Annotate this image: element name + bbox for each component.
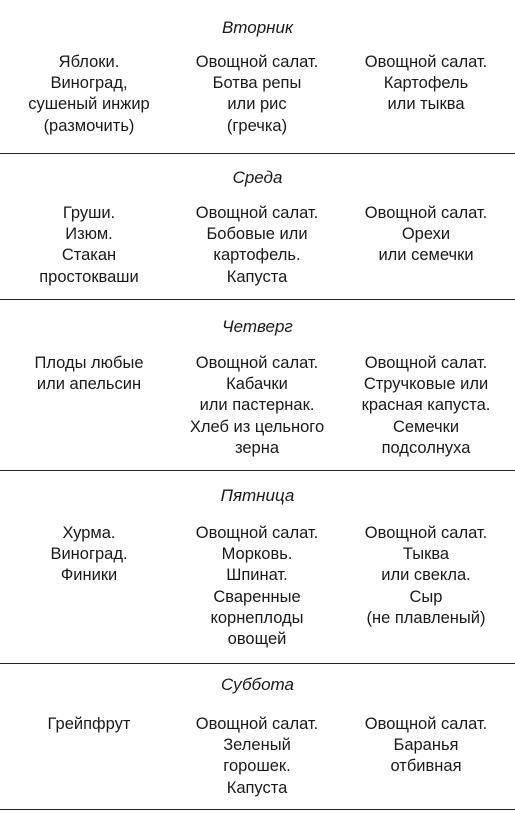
saturday-breakfast-cell — [4, 714, 174, 735]
cell-line: отбивная — [390, 757, 462, 776]
wednesday-breakfast-cell — [4, 203, 174, 288]
divider — [0, 809, 515, 810]
cell-line: Овощной салат. — [195, 354, 319, 372]
cell-line: зерна — [234, 438, 280, 457]
cell-line: Овощной салат. — [195, 204, 319, 222]
cell-line: Зеленый — [223, 736, 291, 755]
cell-line: Овощной салат. — [364, 715, 488, 733]
cell-line: Кабачки — [226, 375, 288, 394]
cell-line: Бобовые или — [206, 225, 308, 244]
cell-line: Капуста — [226, 267, 288, 286]
tuesday-lunch-cell — [172, 52, 342, 137]
cell-line: Грейпфрут — [47, 715, 131, 733]
thursday-lunch-cell — [172, 353, 342, 459]
tuesday-breakfast-cell — [4, 52, 174, 137]
friday-breakfast-cell — [4, 523, 174, 587]
day-title-saturday: Суббота — [221, 675, 294, 694]
cell-line: Орехи — [401, 225, 451, 244]
cell-line: Финики — [60, 566, 118, 585]
saturday-lunch-cell — [172, 714, 342, 799]
cell-line: (не плавленый) — [366, 608, 486, 627]
cell-line: Капуста — [226, 778, 288, 797]
cell-line: Изюм. — [65, 225, 113, 244]
saturday-dinner-cell — [341, 714, 511, 778]
cell-line: Хлеб из цельного — [189, 417, 325, 436]
cell-line: подсолнуха — [381, 438, 471, 457]
cell-line: Виноград, — [50, 74, 128, 93]
divider — [0, 470, 515, 471]
cell-line: Шпинат. — [226, 566, 288, 585]
tuesday-dinner-cell — [341, 52, 511, 116]
friday-dinner-cell — [341, 523, 511, 629]
cell-line: или апельсин — [36, 375, 142, 394]
cell-line: овощей — [227, 630, 287, 649]
day-title-tuesday: Вторник — [221, 18, 294, 37]
cell-line: Виноград. — [50, 545, 128, 564]
divider — [0, 153, 515, 154]
cell-line: или рис — [227, 95, 287, 114]
cell-line: (гречка) — [226, 116, 288, 135]
cell-line: сушеный инжир — [28, 95, 150, 114]
day-title-thursday: Четверг — [222, 317, 293, 336]
cell-line: Тыква — [402, 545, 450, 564]
cell-line: Картофель — [383, 74, 469, 93]
day-title-friday: Пятница — [220, 486, 295, 505]
cell-line: или свекла. — [381, 566, 471, 585]
cell-line: простокваши — [39, 267, 139, 286]
cell-line: Морковь. — [221, 545, 293, 564]
friday-lunch-cell — [172, 523, 342, 650]
cell-line: Баранья — [393, 736, 459, 755]
cell-line: или пастернак. — [199, 396, 315, 415]
cell-line: Овощной салат. — [364, 53, 488, 71]
cell-line: Стручковые или — [363, 375, 489, 394]
cell-line: Овощной салат. — [195, 53, 319, 71]
cell-line: картофель. — [213, 246, 301, 265]
cell-line: Сыр — [409, 587, 443, 606]
cell-line: Овощной салат. — [364, 204, 488, 222]
thursday-dinner-cell — [341, 353, 511, 459]
thursday-breakfast-cell — [4, 353, 174, 395]
cell-line: Овощной салат. — [364, 524, 488, 542]
cell-line: Сваренные — [213, 587, 301, 606]
day-title-wednesday: Среда — [232, 168, 283, 187]
cell-line: красная капуста. — [361, 396, 491, 415]
cell-line: (размочить) — [43, 116, 135, 135]
wednesday-dinner-cell — [341, 203, 511, 267]
cell-line: корнеплоды — [210, 608, 304, 627]
cell-line: горошек. — [223, 757, 291, 776]
cell-line: или тыква — [387, 95, 465, 114]
cell-line: или семечки — [378, 246, 474, 265]
cell-line: Хурма. — [62, 524, 116, 542]
cell-line: Груши. — [62, 204, 116, 222]
cell-line: Ботва репы — [212, 74, 302, 93]
divider — [0, 663, 515, 664]
divider — [0, 299, 515, 300]
cell-line: Яблоки. — [58, 53, 120, 71]
cell-line: Овощной салат. — [195, 524, 319, 542]
cell-line: Семечки — [392, 417, 460, 436]
cell-line: Овощной салат. — [364, 354, 488, 372]
cell-line: Плоды любые — [34, 354, 144, 372]
cell-line: Стакан — [61, 246, 117, 265]
cell-line: Овощной салат. — [195, 715, 319, 733]
wednesday-lunch-cell — [172, 203, 342, 288]
